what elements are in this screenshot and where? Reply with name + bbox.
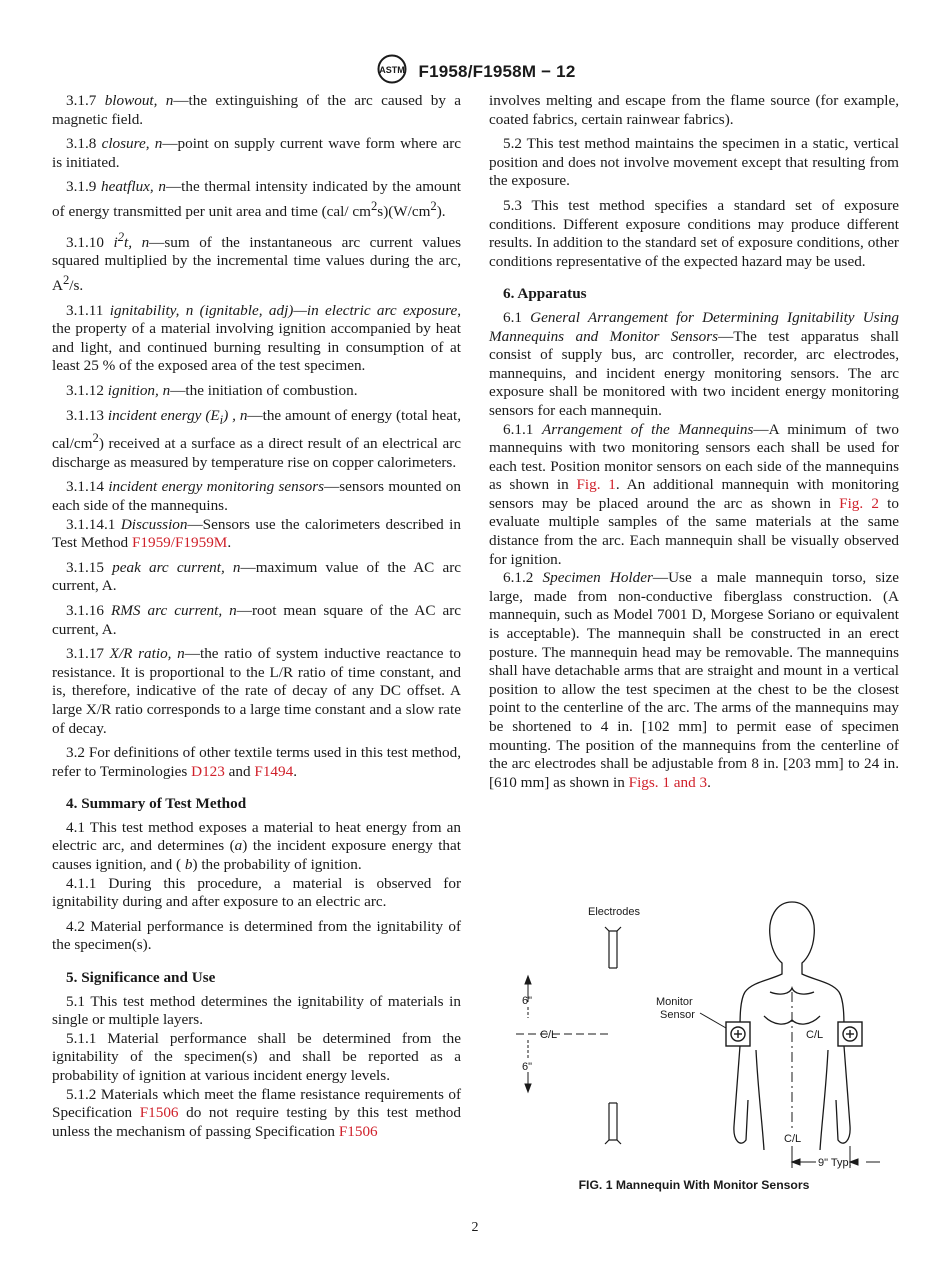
link-d123[interactable]: D123 <box>191 762 225 780</box>
left-column <box>52 92 461 1141</box>
dimension-left <box>516 976 610 1092</box>
definition-closure: 3.1.8 closure, n—point on supply current wave form where arc is initiated. <box>52 135 461 171</box>
section-heading-6: 6. Apparatus <box>503 285 587 303</box>
figure-1 <box>500 900 900 1180</box>
definition-i2t: 3.1.10 $i^2t$, n—sum of the instantaneous arc current values squared multiplied by the incremental time values during the arc, $A^2/s$. <box>52 229 461 294</box>
link-fig-2[interactable]: Fig. 2 <box>839 494 879 512</box>
svg-text:ASTM: ASTM <box>378 65 405 75</box>
label-sensor: Sensor <box>660 1009 695 1021</box>
link-f1506-a[interactable]: F1506 <box>139 1104 179 1122</box>
page-number: 2 <box>471 1220 479 1235</box>
label-monitor: Monitor <box>656 996 693 1008</box>
right-column <box>489 92 899 792</box>
label-9-typ: 9" Typ. <box>818 1157 852 1169</box>
paragraph-4-1: 4.1 This test method exposes a material to heat energy from an electric arc, and determines (a) the incident exposure energy that causes ignition, and ( b) the probability of ignition. <box>52 818 461 874</box>
definition-incident-energy: 3.1.13 incident energy $(E_i)$ , n—the amount of energy (total heat, cal/$cm^2$) received at a surface as a direct result of an electrical arc discharge as measured by temperature rise on copper calorimeters. <box>52 406 462 471</box>
definition-peak-arc-current: 3.1.15 peak arc current, n—maximum value of the AC arc current, A. <box>52 558 462 595</box>
paragraph-6-1-1: 6.1.1 Arrangement of the Mannequins—A minimum of two mannequins with two monitoring sensors each shall be used for each test. Position monitor sensors on each side of the mannequins as shown in Fig. 1. An additional mannequin with monitoring sensors may be placed around the arc as shown in Fig. 2 to evaluate multiple samples of the same materials at the same distance from the arc. Each mannequin shall be visually observed for ignition. <box>489 420 899 568</box>
link-f1494[interactable]: F1494 <box>254 762 294 780</box>
paragraph-6-1-2: 6.1.2 Specimen Holder—Use a male mannequin torso, size large, made from non-conductive fiberglass construction. (A mannequin, such as Model 7001 D, Morgese Soriano or equivalent is acceptable). The mannequin shall be constructed in an erect posture. The mannequin head may be removable. The mannequins shall have detachable arms that are straight and mount in a vertical position to allow the test specimen at the chest to be the closest point to the centerline of the arc. The arms of the mannequins may be shortened to 4 in. [102 mm] to permit ease of specimen mounting. The position of the mannequins from the centerline of the arc electrodes shall be adjustable from 8 in. [203 mm] to 24 in. [610 mm] as shown in Figs. 1 and 3. <box>489 569 899 791</box>
label-electrodes: Electrodes <box>588 906 640 918</box>
paragraph-5-1: 5.1 This test method determines the ignitability of materials in single or multiple layers. <box>52 992 461 1029</box>
paragraph-5-1-2: 5.1.2 Materials which meet the flame resistance requirements of Specification F1506 do not require testing by this test method unless the mechanism of passing Specification F1506 <box>52 1085 461 1140</box>
paragraph-5-1-1: 5.1.1 Material performance shall be determined from the ignitability of the specimen(s) and shall be reported as a probability of ignition at various incident energy levels. <box>52 1029 461 1084</box>
paragraph-5-2: 5.2 This test method maintains the specimen in a static, vertical position and does not involve movement except that resulting from the exposure. <box>489 135 899 190</box>
label-6-top: 6" <box>522 995 533 1007</box>
electrode-top <box>605 927 621 968</box>
page-header <box>0 54 950 89</box>
link-fig-1[interactable]: Fig. 1 <box>576 476 616 494</box>
definition-discussion: 3.1.14.1 Discussion—Sensors use the calorimeters described in Test Method F1959/F1959M. <box>52 515 461 552</box>
definition-heatflux: 3.1.9 heatflux, n—the thermal intensity indicated by the amount of energy transmitted per unit area and time (cal/ $cm^2s)(W/cm^2)$. <box>52 178 462 221</box>
definition-ignitability: 3.1.11 ignitability, n (ignitable, adj)—in electric arc exposure, the property of a material involving ignition accompanied by heat and light, and continued burning resulting in consumption of at least 25 % of the exposed area of the test specimen. <box>52 301 462 375</box>
definition-monitoring-sensors: 3.1.14 incident energy monitoring sensors—sensors mounted on each side of the mannequins. <box>52 478 461 514</box>
link-figs-1-and-3[interactable]: Figs. 1 and 3 <box>628 773 708 791</box>
document-designation: F1958/F1958M − 12 <box>418 61 576 81</box>
paragraph-6-1: 6.1 General Arrangement for Determining Ignitability Using Mannequins and Monitor Sensors—The test apparatus shall consist of supply bus, arc controller, recorder, arc electrodes, mannequins, and incident energy monitoring sensors. The arc exposure shall be monitored with two incident energy monitoring sensors for each mannequin. <box>489 308 900 419</box>
definition-ignition: 3.1.12 ignition, n—the initiation of combustion. <box>66 381 358 399</box>
link-f1959[interactable]: F1959/F1959M <box>131 534 228 552</box>
astm-logo-icon <box>375 54 409 89</box>
label-6-bottom: 6" <box>522 1061 533 1073</box>
label-cl-left: C/L <box>540 1029 558 1041</box>
paragraph-3-2: 3.2 For definitions of other textile terms used in this test method, refer to Terminologies D123 and F1494. <box>52 744 461 780</box>
electrode-bottom <box>605 1103 621 1144</box>
paragraph-5-1-2-cont: involves melting and escape from the flame source (for example, coated fabrics, certain rainwear fabrics). <box>489 92 899 128</box>
mannequin-diagram <box>500 900 900 1180</box>
paragraph-5-3: 5.3 This test method specifies a standard set of exposure conditions. Different exposure conditions may produce different results. In addition to the standard set of exposure conditions, other conditions representative of the expected hazard may be used. <box>489 196 899 270</box>
section-heading-4: 4. Summary of Test Method <box>66 795 247 813</box>
monitor-sensor-left-icon <box>726 1022 750 1046</box>
section-heading-5: 5. Significance and Use <box>66 969 216 987</box>
link-f1506-b[interactable]: F1506 <box>338 1122 378 1140</box>
label-cl-center: C/L <box>806 1029 824 1041</box>
paragraph-4-2: 4.2 Material performance is determined from the ignitability of the specimen(s). <box>52 917 461 954</box>
definition-rms-arc-current: 3.1.16 RMS arc current, n—root mean square of the AC arc current, A. <box>52 601 462 638</box>
label-cl-bottom: C/L <box>784 1133 802 1145</box>
monitor-sensor-right-icon <box>838 1022 862 1046</box>
figure-caption: FIG. 1 Mannequin With Monitor Sensors <box>578 1178 810 1192</box>
definition-blowout: 3.1.7 blowout, n—the extinguishing of the arc caused by a magnetic field. <box>52 92 462 128</box>
definition-xr-ratio: 3.1.17 X/R ratio, n—the ratio of system inductive reactance to resistance. It is proportional to the L/R ratio of time constant, and is, therefore, indicative of the rate of decay of any DC offset. A large X/R ratio corresponds to a large time constant and a slow rate of decay. <box>52 645 462 737</box>
paragraph-4-1-1: 4.1.1 During this procedure, a material is observed for ignitability during and after exposure to an electric arc. <box>52 874 461 911</box>
